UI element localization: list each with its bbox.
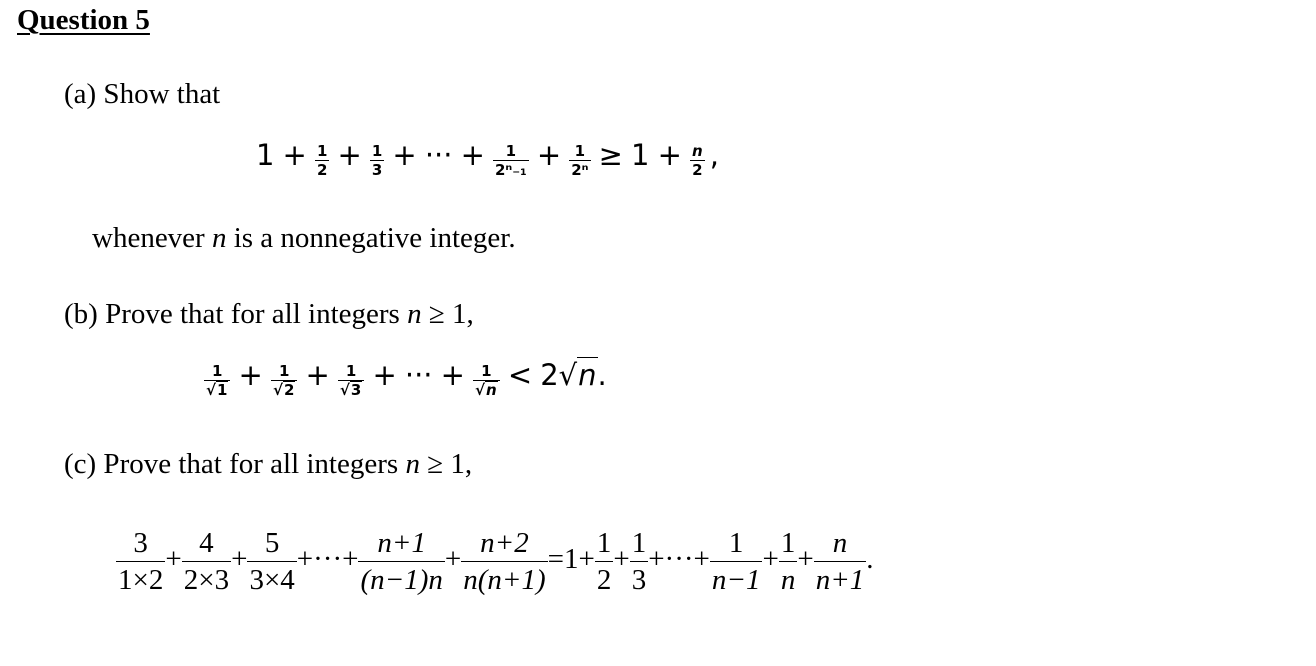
plus-sign: + (797, 543, 814, 576)
plus-sign: + (613, 543, 630, 576)
lhs-fraction-1: $\frac{3}{1\times 2}$ (118, 527, 164, 596)
part-a-label: (a) Show that (64, 78, 221, 110)
plus-sign: + (305, 358, 330, 392)
plus-sign: + (440, 358, 465, 392)
fraction-term-1: $\frac{1}{√1}$ (204, 362, 230, 399)
plus-sign: + (231, 543, 248, 576)
fraction-term-2: $\frac{1}{√2}$ (271, 362, 297, 399)
part-c-label: (c) Prove that for all integers n ≥ 1, (64, 448, 473, 480)
comma: , (709, 138, 719, 172)
rhs-fraction-3: $\frac{1}{n-1}$ (711, 527, 761, 596)
fraction-term-n: $\frac{1}{√n}$ (473, 362, 500, 399)
period: . (866, 543, 874, 576)
plus-sign: + (444, 543, 462, 576)
sqrt-symbol: √ (558, 358, 578, 392)
fraction-term-3: $\frac{1}{√3}$ (338, 362, 364, 399)
fraction-term-4: $\frac{1}{\text{2ⁿ}}$ (571, 142, 589, 179)
lhs-fraction-2: $\frac{4}{2\times 3}$ (183, 527, 230, 596)
fraction-term-1: $\frac{1}{2}$ (316, 142, 328, 179)
fraction-term-2: $\frac{1}{3}$ (371, 142, 383, 179)
lhs-fraction-5: $\frac{n+2}{n(n+1)}$ (463, 527, 546, 596)
part-c-formula (116, 525, 874, 598)
rhs-fraction-1: $\frac{1}{2}$ (596, 527, 612, 596)
ellipsis: +···+ (648, 543, 710, 576)
part-a-condition: whenever n is a nonnegative integer. (92, 222, 516, 254)
equals-one-plus: =1+ (547, 543, 595, 576)
fraction-rhs: $\frac{n}{2}$ (691, 142, 703, 179)
period: . (597, 358, 607, 392)
question-title: Question 5 (17, 4, 150, 36)
rhs-fraction-5: $\frac{n}{n+1}$ (815, 527, 865, 596)
part-a-formula (256, 138, 719, 179)
ellipsis: ··· (424, 138, 453, 172)
plus-sign: + (165, 543, 182, 576)
ellipsis: ··· (404, 358, 433, 392)
plus-sign: + (762, 543, 779, 576)
plus-sign: + (657, 138, 682, 172)
lhs-fraction-4: $\frac{n+1}{(n-1)n}$ (360, 527, 443, 596)
rhs-radicand: n (578, 358, 597, 392)
plus-sign: + (392, 138, 417, 172)
geq-sign: ≥ (598, 138, 623, 172)
rhs-coefficient: 2 (540, 358, 559, 392)
ellipsis: +···+ (296, 543, 359, 576)
plus-sign: + (372, 358, 397, 392)
formula-one: 1 (631, 138, 650, 172)
rhs-fraction-2: $\frac{1}{3}$ (631, 527, 647, 596)
rhs-fraction-4: $\frac{1}{n}$ (780, 527, 796, 596)
plus-sign: + (337, 138, 362, 172)
less-than-sign: < (507, 358, 533, 392)
part-b-label: (b) Prove that for all integers n ≥ 1, (64, 298, 474, 330)
plus-sign: + (536, 138, 562, 172)
plus-sign: + (460, 138, 485, 172)
fraction-term-3: $\frac{1}{\text{2ⁿ₋₁}}$ (494, 142, 527, 179)
plus-sign: + (238, 358, 263, 392)
part-b-formula (204, 358, 607, 399)
formula-one: 1 (256, 138, 275, 172)
plus-sign: + (282, 138, 307, 172)
lhs-fraction-3: $\frac{5}{3\times 4}$ (249, 527, 295, 596)
